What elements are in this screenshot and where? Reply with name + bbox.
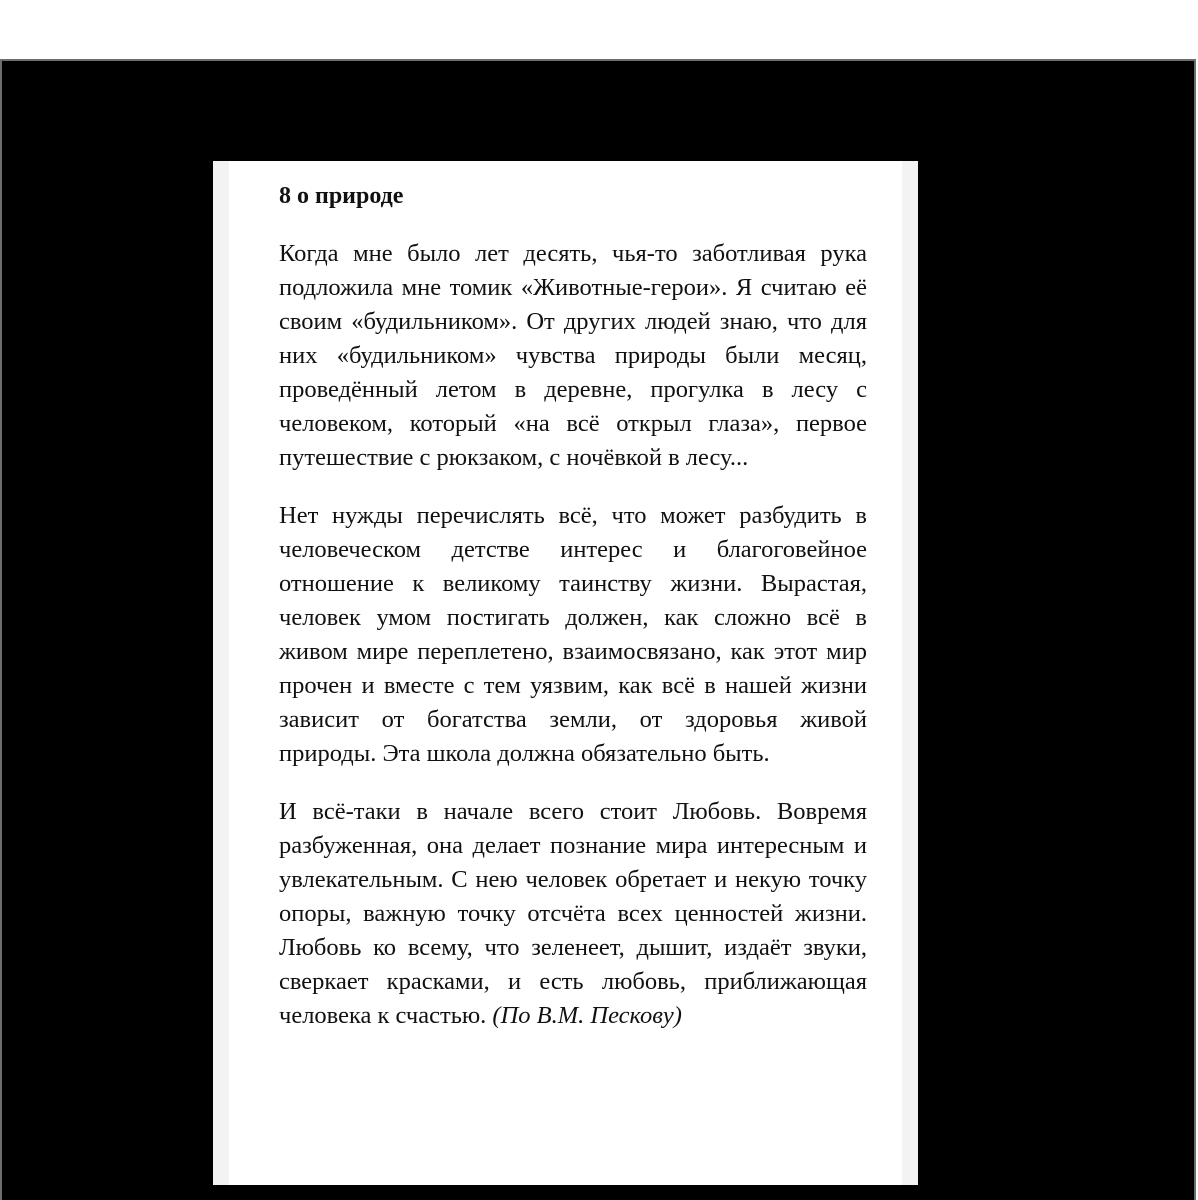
page-right-edge (902, 161, 918, 1185)
document-heading: 8 о природе (279, 183, 404, 209)
paragraph-1: Когда мне было лет десять, чья-то заботливая рука подложила мне томик «Животные-герои». Я считаю её своим «будильником». От других людей знаю, что для них «будильником» чувства природы были месяц, проведённый летом в деревне, прогулка в лесу с человеком, который «на всё открыл глаза», первое путешествие с рюкзаком, с ночёвкой в лесу... (279, 240, 867, 471)
document-content (279, 179, 867, 1057)
attribution: (По В.М. Пескову) (492, 1002, 682, 1029)
document-page (213, 161, 918, 1185)
paragraph-3 (279, 795, 867, 1033)
paragraph-2: Нет нужды перечислять всё, что может разбудить в человеческом детстве интерес и благоговейное отношение к великому таинству жизни. Вырастая, человек умом постигать должен, как сложно всё в живом мире переплетено, взаимосвязано, как этот мир прочен и вместе с тем уязвим, как всё в нашей жизни зависит от богатства земли, от здоровья живой природы. Эта школа должна обязательно быть. (279, 502, 867, 767)
paragraph-3-text: И всё-таки в начале всего стоит Любовь. Вовремя разбуженная, она делает познание мира интересным и увлекательным. С нею человек обретает и некую точку опоры, важную точку отсчёта всех ценностей жизни. Любовь ко всему, что зеленеет, дышит, издаёт звуки, сверкает красками, и есть любовь, приближающая человека к счастью. (279, 798, 867, 1029)
page-left-edge (213, 161, 229, 1185)
